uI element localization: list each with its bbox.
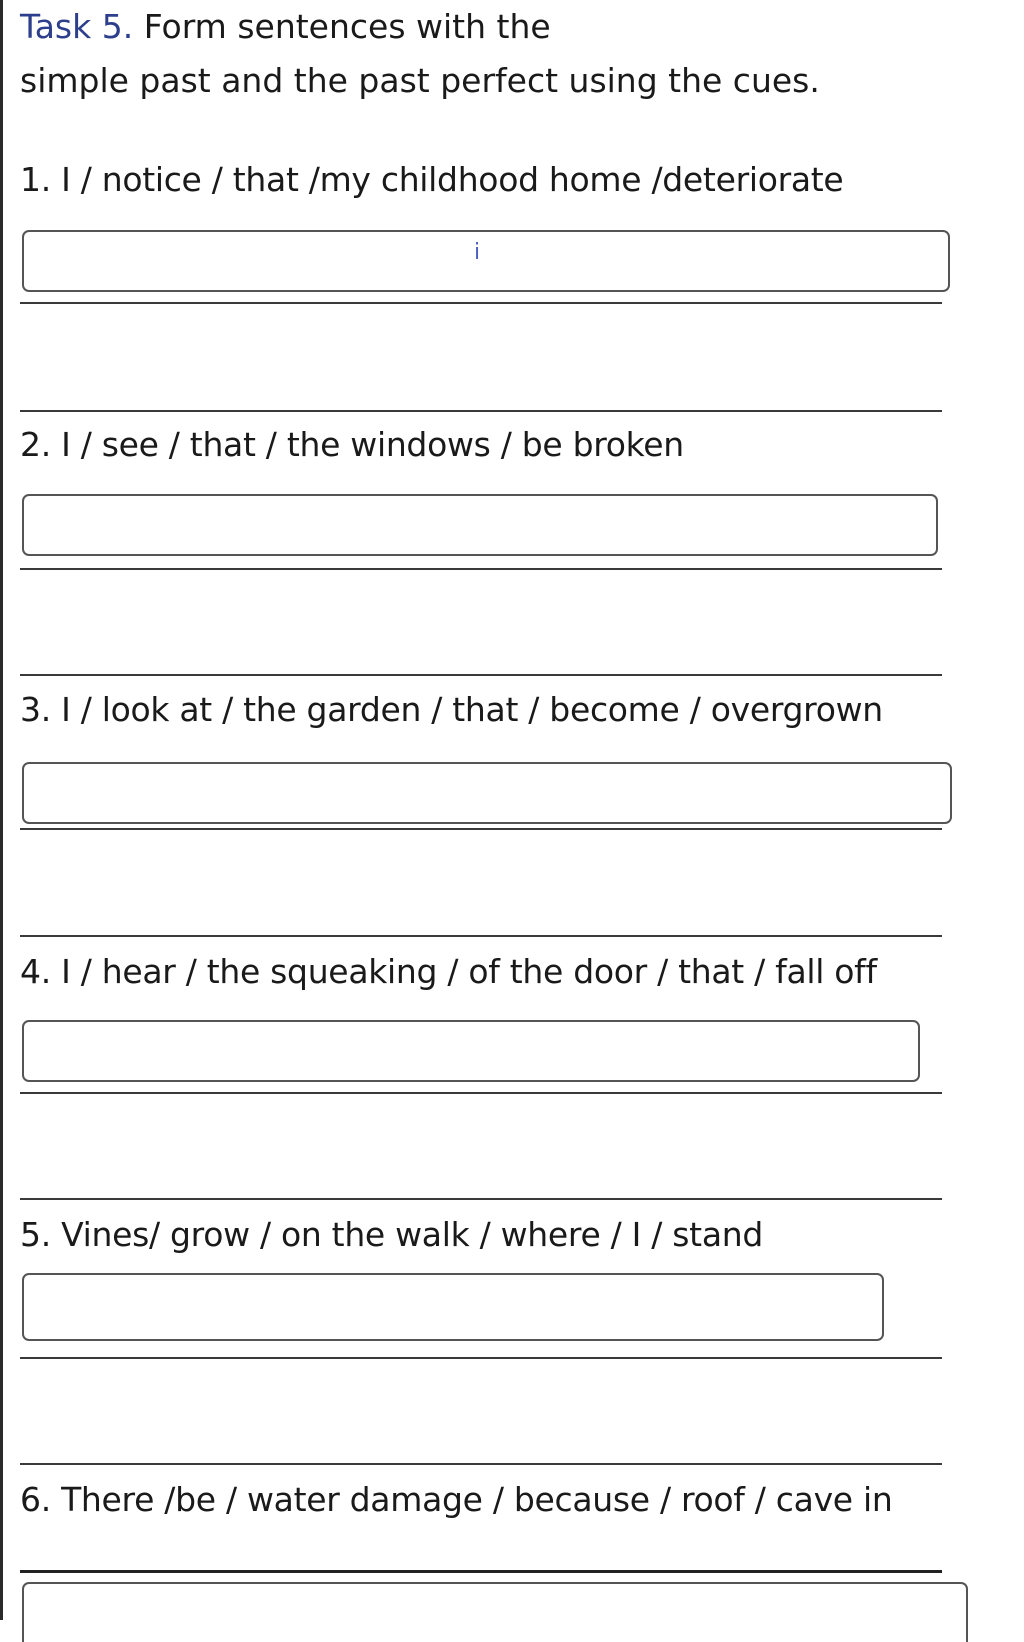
task-instruction-line2: simple past and the past perfect using the cues.: [20, 61, 820, 100]
answer-line-2a: [20, 568, 942, 570]
answer-line-3a: [20, 828, 942, 830]
answer-line-3b: [20, 935, 942, 937]
text-cursor-icon: i: [474, 240, 481, 265]
answer-line-5a: [20, 1357, 942, 1359]
answer-field-3[interactable]: [22, 762, 952, 824]
answer-field-5[interactable]: [22, 1273, 884, 1341]
answer-line-4a: [20, 1092, 942, 1094]
answer-field-4[interactable]: [22, 1020, 920, 1082]
answer-line-1a: [20, 302, 942, 304]
task-instruction-line1: Form sentences with the: [143, 7, 551, 46]
answer-field-2[interactable]: [22, 494, 938, 556]
task-heading: [20, 0, 980, 108]
answer-field-1[interactable]: [22, 230, 950, 292]
answer-line-5b: [20, 1463, 942, 1465]
answer-field-6[interactable]: [22, 1582, 968, 1642]
question-4-cue: 4. I / hear / the squeaking / of the door / that / fall off: [20, 952, 877, 991]
question-3-cue: 3. I / look at / the garden / that / become / overgrown: [20, 690, 883, 729]
answer-line-2b: [20, 674, 942, 676]
answer-line-6a: [20, 1570, 942, 1573]
page-left-border: [0, 0, 3, 1620]
question-5-cue: 5. Vines/ grow / on the walk / where / I / stand: [20, 1215, 764, 1254]
question-1-cue: 1. I / notice / that /my childhood home /deteriorate: [20, 160, 844, 199]
question-6-cue: 6. There /be / water damage / because / roof / cave in: [20, 1480, 893, 1519]
question-2-cue: 2. I / see / that / the windows / be broken: [20, 425, 684, 464]
answer-line-4b: [20, 1198, 942, 1200]
task-number-label: Task 5.: [20, 7, 134, 46]
answer-line-1b: [20, 410, 942, 412]
